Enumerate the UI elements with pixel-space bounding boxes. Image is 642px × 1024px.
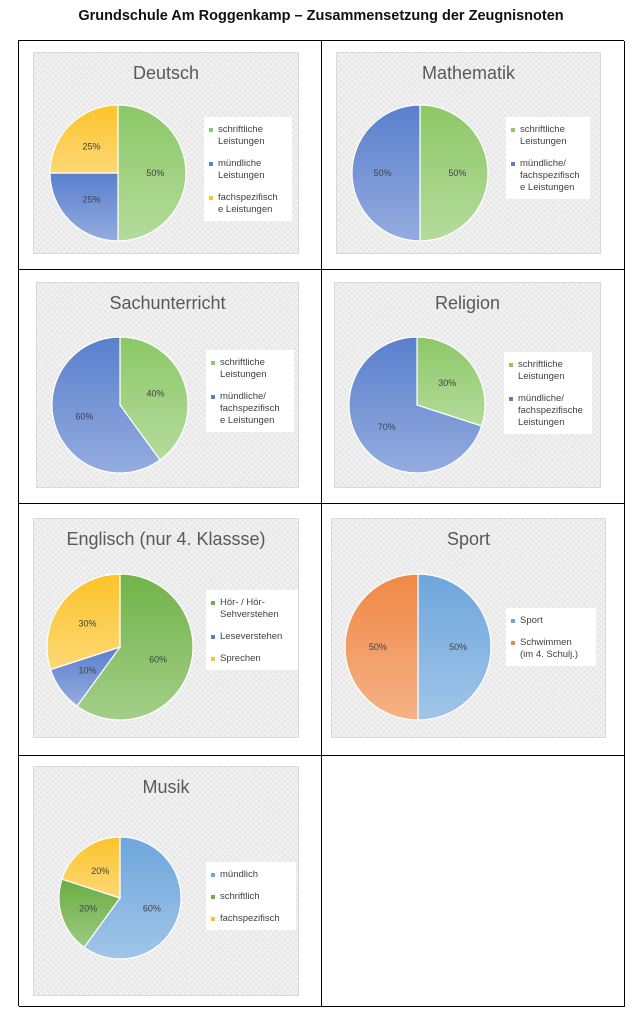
legend-swatch	[209, 162, 213, 166]
legend-label: mündliche/ fachspezifische Leistungen	[518, 393, 583, 428]
chart-legend	[504, 352, 592, 434]
chart-legend	[206, 862, 296, 930]
legend-swatch	[509, 363, 513, 367]
chart-title: Religion	[434, 293, 501, 313]
legend-label: mündliche/ fachspezifisch e Leistungen	[520, 158, 580, 193]
slice-data-label: 25%	[82, 141, 101, 152]
legend-label: mündliche/ fachspezifisch e Leistungen	[220, 391, 280, 426]
legend-label: schriftliche Leistungen	[518, 359, 565, 382]
legend-item	[209, 124, 287, 148]
chart-title: Sport	[446, 529, 491, 549]
slice-data-label: 70%	[377, 421, 396, 432]
chart-title: Deutsch	[132, 63, 200, 83]
slice-data-label: 25%	[82, 194, 101, 205]
legend-swatch	[211, 873, 215, 877]
legend-swatch	[511, 128, 515, 132]
pie-slice-fachspezifische-leistungen	[50, 105, 118, 173]
slice-data-label: 20%	[91, 865, 110, 876]
legend-item	[211, 653, 293, 665]
legend-swatch	[211, 917, 215, 921]
legend-swatch	[211, 601, 215, 605]
legend-item	[211, 357, 289, 381]
legend-item	[509, 359, 587, 383]
legend-item	[209, 158, 287, 182]
slice-data-label: 60%	[75, 411, 94, 422]
slice-data-label: 50%	[449, 642, 468, 652]
pie-slice-mündliche-leistungen	[50, 173, 118, 241]
legend-swatch	[211, 895, 215, 899]
legend-label: fachspezifisch e Leistungen	[218, 192, 278, 215]
legend-label: mündliche Leistungen	[218, 158, 265, 181]
chart-legend	[506, 608, 596, 666]
legend-item	[211, 891, 291, 903]
legend-swatch	[511, 641, 515, 645]
legend-label: Schwimmen (im 4. Schulj.)	[520, 637, 579, 660]
legend-swatch	[511, 162, 515, 166]
pie-chart-englisch-nur-4-klassse	[43, 570, 197, 724]
legend-item	[509, 393, 587, 429]
legend-label: schriftliche Leistungen	[220, 357, 267, 380]
legend-item	[211, 597, 293, 621]
legend-swatch	[511, 619, 515, 623]
pie-chart-sachunterricht	[48, 333, 192, 477]
pie-chart-religion	[345, 333, 489, 477]
chart-title: Englisch (nur 4. Klassse)	[66, 529, 266, 549]
page-title: Grundschule Am Roggenkamp – Zusammensetzung der Zeugnisnoten	[78, 8, 564, 24]
legend-item	[209, 192, 287, 216]
chart-legend	[204, 117, 292, 221]
legend-swatch	[211, 657, 215, 661]
chart-title: Mathematik	[421, 63, 516, 83]
legend-item	[211, 869, 291, 881]
chart-title: Musik	[142, 777, 190, 797]
slice-data-label: 10%	[78, 665, 97, 676]
legend-item	[211, 391, 289, 427]
slice-data-label: 50%	[373, 168, 392, 178]
legend-swatch	[211, 395, 215, 399]
slice-data-label: 40%	[146, 388, 165, 399]
slice-data-label: 60%	[149, 654, 168, 665]
legend-item	[511, 637, 591, 661]
chart-legend	[206, 350, 294, 432]
legend-swatch	[211, 361, 215, 365]
pie-chart-mathematik	[348, 101, 492, 245]
legend-label: fachspezifisch	[220, 913, 280, 924]
legend-label: schriftliche Leistungen	[218, 124, 265, 147]
legend-label: Sprechen	[220, 653, 261, 664]
slice-data-label: 30%	[438, 378, 457, 389]
legend-swatch	[209, 128, 213, 132]
pie-chart-sport	[341, 570, 495, 724]
legend-item	[511, 158, 585, 194]
slice-data-label: 50%	[448, 168, 467, 178]
legend-swatch	[211, 635, 215, 639]
pie-chart-musik	[55, 833, 185, 963]
legend-item	[511, 615, 591, 627]
chart-legend	[506, 117, 590, 199]
legend-item	[211, 913, 291, 925]
legend-swatch	[509, 397, 513, 401]
slice-data-label: 20%	[79, 903, 98, 914]
chart-title: Sachunterricht	[109, 293, 226, 313]
legend-label: Sport	[520, 615, 543, 626]
grid-cell-empty	[322, 756, 625, 1007]
legend-label: mündlich	[220, 869, 259, 880]
slice-data-label: 50%	[368, 642, 387, 652]
slice-data-label: 50%	[146, 168, 165, 178]
legend-swatch	[209, 196, 213, 200]
legend-item	[511, 124, 585, 148]
legend-label: Hör- / Hör- Sehverstehen	[220, 597, 279, 620]
chart-legend	[206, 590, 298, 670]
legend-item	[211, 631, 293, 643]
legend-label: Leseverstehen	[220, 631, 283, 642]
slice-data-label: 30%	[78, 618, 97, 629]
pie-chart-deutsch	[46, 101, 190, 245]
slice-data-label: 60%	[142, 903, 161, 914]
legend-label: schriftlich	[220, 891, 260, 902]
legend-label: schriftliche Leistungen	[520, 124, 567, 147]
